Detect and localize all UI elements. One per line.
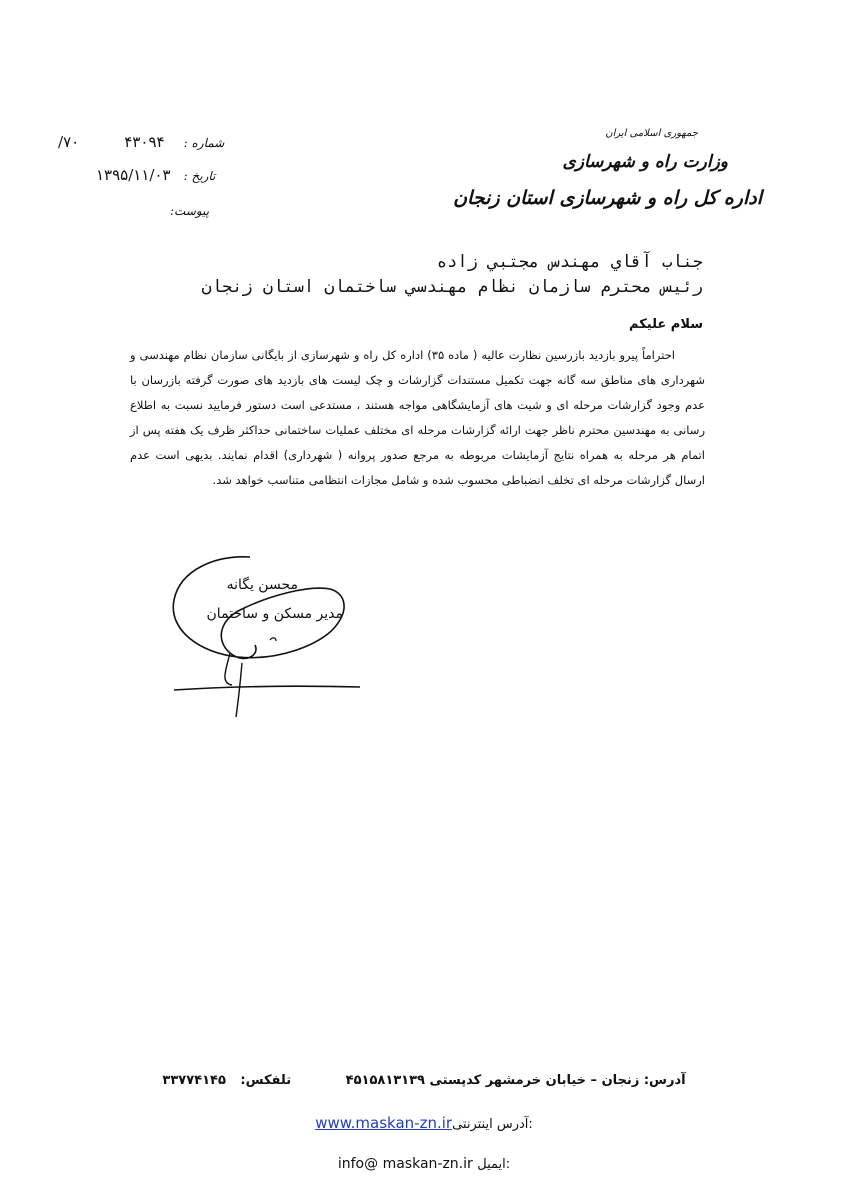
signature-mark (160, 545, 370, 725)
letter-number-suffix: ۷۰/ (58, 133, 80, 151)
signatory-name: محسن یگانه (226, 577, 298, 593)
letter-body (130, 343, 705, 493)
footer-fax-value: ۳۳۷۷۴۱۴۵ (162, 1073, 226, 1088)
footer-fax-label: تلفکس: (240, 1073, 292, 1088)
footer-address: آدرس: زنجان – خیابان خرمشهر کدپستی ۴۵۱۵۸۱۳۱۳۹ (345, 1073, 686, 1088)
website-link[interactable]: www.maskan-zn.ir (315, 1114, 453, 1132)
republic-title: جمهوری اسلامی ایران (605, 128, 698, 139)
greeting: سلام علیکم (629, 317, 703, 332)
letter-date-label: تاریخ : (183, 169, 216, 183)
letter-body-paragraph: احتراماً پیرو بازدید بازرسین نظارت عالیه ( ماده ۳۵) اداره کل راه و شهرسازی از بایگانی سازمان نظام مهندسی و شهرداری های مناطق سه گانه جهت تکمیل مستندات گزارشات و چک لیست های بازدید های صورت گرفته بازرسان با عدم وجود گزارشات مرحله ای و شیت های آزمایشگاهی مواجه هستند ، مستدعی است دستور فرمایید نسبت به اطلاع رسانی به مهندسین محترم ناظر جهت ارائه گزارشات مرحله ای مختلف عملیات ساختمانی حداکثر ظرف یک هفته پس از اتمام هر مرحله به همراه نتایج آزمایشات مربوطه به مرجع صدور پروانه ( شهرداری) اقدام نمایند. بدیهی است عدم ارسال گزارشات مرحله ای تخلف انضباطی محسوب شده و شامل مجازات انتظامی متناسب خواهد شد. (130, 348, 705, 487)
letter-number-row (58, 132, 224, 151)
recipient-title: رئيس محترم سازمان نظام مهندسي ساختمان استان زنجان (201, 277, 703, 297)
footer-website-row (0, 1114, 848, 1132)
letter-number-label: شماره : (183, 136, 225, 150)
email-address: info@ maskan-zn.ir (337, 1156, 473, 1172)
email-label: ایمیل: (477, 1157, 511, 1172)
footer-email-row (0, 1156, 848, 1172)
attachment-row (170, 200, 209, 219)
attachment-label: پیوست: (170, 204, 210, 218)
letter-date-row (96, 165, 215, 184)
letter-number-value: ۴۳۰۹۴ (124, 133, 165, 151)
recipient-name: جناب آقاي مهندس مجتبي زاده (436, 252, 703, 272)
signatory-title: مدیر مسکن و ساختمان (206, 606, 343, 622)
footer-contact (0, 1073, 848, 1088)
website-label: آدرس اینترنتی: (452, 1117, 533, 1132)
office-title: اداره کل راه و شهرسازی استان زنجان (453, 187, 762, 209)
letter-date-value: ۱۳۹۵/۱۱/۰۳ (96, 166, 171, 184)
ministry-title: وزارت راه و شهرسازی (562, 152, 728, 172)
